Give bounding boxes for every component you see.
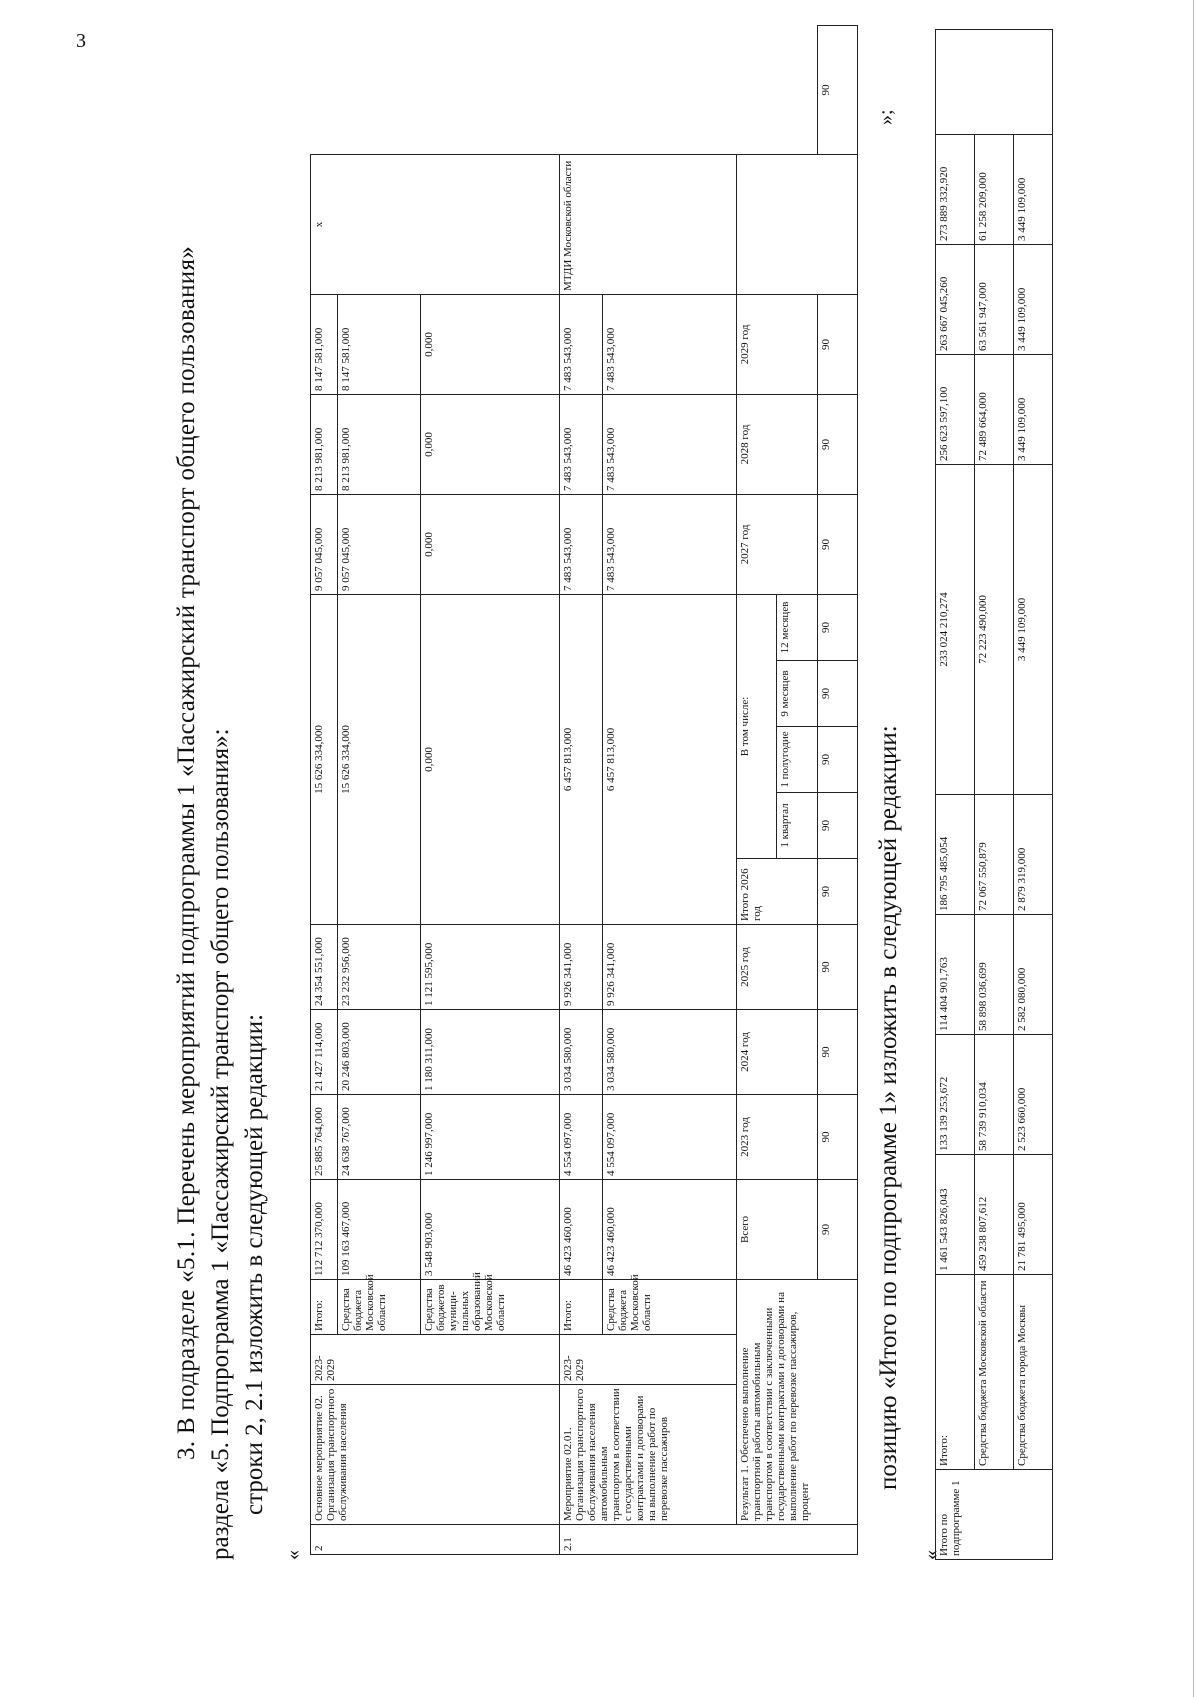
cell-2027: 9 057 045,000 bbox=[337, 494, 420, 594]
cell-2024: 3 034 580,000 bbox=[603, 1010, 737, 1095]
empty-cell bbox=[737, 154, 858, 294]
period: 2023-2029 bbox=[311, 1335, 560, 1385]
header-q1: 1 квартал bbox=[777, 793, 817, 859]
cell-2028: 8 213 981,000 bbox=[337, 394, 420, 494]
header-2023: 2023 год bbox=[737, 1095, 817, 1180]
cell-2027: 7 483 543,000 bbox=[603, 494, 737, 594]
source-label: Средства бюджета Московской области bbox=[603, 1280, 737, 1335]
heading-line-3: строки 2, 2.1 изложить в следующей редакции: bbox=[241, 1013, 268, 1515]
header-2025: 2025 год bbox=[737, 925, 817, 1010]
header-9m: 9 месяцев bbox=[777, 661, 817, 727]
result-value: 90 bbox=[817, 661, 857, 727]
cell-2029: 7 483 543,000 bbox=[560, 294, 603, 394]
source-label: Средства бюджета Московской области bbox=[975, 1275, 1014, 1470]
empty-cell bbox=[936, 30, 1053, 135]
heading-line-1: 3. В подразделе «5.1. Перечень мероприятий подпрограммы 1 «Пассажирский транспорт общего пользования» bbox=[173, 245, 200, 1460]
cell-2025: 9 926 341,000 bbox=[560, 925, 603, 1010]
source-label: Итого: bbox=[560, 1280, 603, 1335]
header-2026: Итого 2026 год bbox=[737, 859, 817, 925]
executor: МТДИ Московской области bbox=[560, 154, 737, 294]
result-value: 90 bbox=[817, 859, 857, 925]
cell-total: 112 712 370,000 bbox=[311, 1180, 338, 1280]
header-2024: 2024 год bbox=[737, 1010, 817, 1095]
cell-2023: 24 638 767,000 bbox=[337, 1095, 420, 1180]
result-value: 90 bbox=[817, 1010, 857, 1095]
result-name: Результат 1. Обеспечено выполнение транспортной работы автомобильным транспортом в соответствии с заключенными государственными контрактами и договорами на выполнение работ по перевозке пассажиров, процент bbox=[737, 1280, 858, 1525]
table-row bbox=[936, 30, 975, 1560]
cell-total: 109 163 467,000 bbox=[337, 1180, 420, 1280]
open-quote: « bbox=[282, 1550, 304, 1560]
row-number: 2 bbox=[311, 1525, 560, 1555]
cell-2023: 1 246 997,000 bbox=[420, 1095, 559, 1180]
cell-2023: 4 554 097,000 bbox=[603, 1095, 737, 1180]
cell-2028: 3 449 109,000 bbox=[1014, 245, 1053, 355]
cell-2024: 2 582 080,000 bbox=[1014, 915, 1053, 1035]
cell-2024: 21 427 114,000 bbox=[311, 1010, 338, 1095]
cell-2024: 58 898 036,699 bbox=[975, 915, 1014, 1035]
table-row bbox=[311, 26, 338, 1555]
rotated-page-content bbox=[20, 30, 1120, 1670]
cell-2024: 3 034 580,000 bbox=[560, 1010, 603, 1095]
cell-2025: 2 879 319,000 bbox=[1014, 795, 1053, 915]
executor: х bbox=[311, 154, 560, 294]
cell-2026: 15 626 334,000 bbox=[337, 594, 420, 924]
cell-2026: 6 457 813,000 bbox=[603, 594, 737, 924]
cell-total: 21 781 495,000 bbox=[1014, 1155, 1053, 1275]
cell-2027: 9 057 045,000 bbox=[311, 494, 338, 594]
result-value: 90 bbox=[817, 294, 857, 394]
cell-2029: 0,000 bbox=[420, 294, 559, 394]
header-total: Всего bbox=[737, 1180, 817, 1280]
period: 2023-2029 bbox=[560, 1335, 737, 1385]
result-value: 90 bbox=[817, 494, 857, 594]
source-label: Итого: bbox=[311, 1280, 338, 1335]
position-instruction: позицию «Итого по подпрограмме 1» изложить в следующей редакции: bbox=[875, 725, 902, 1490]
cell-2029: 61 258 209,000 bbox=[975, 135, 1014, 245]
cell-2023: 133 139 253,672 bbox=[936, 1035, 975, 1155]
cell-2026: 15 626 334,000 bbox=[311, 594, 338, 924]
table-row bbox=[1014, 30, 1053, 1560]
cell-2025: 72 067 550,879 bbox=[975, 795, 1014, 915]
cell-2028: 7 483 543,000 bbox=[560, 394, 603, 494]
cell-2026: 6 457 813,000 bbox=[560, 594, 603, 924]
activities-table bbox=[310, 25, 858, 1555]
cell-2026: 3 449 109,000 bbox=[1014, 465, 1053, 795]
close-quote: »; bbox=[875, 109, 897, 125]
cell-total: 1 461 543 826,043 bbox=[936, 1155, 975, 1275]
result-value: 90 bbox=[817, 793, 857, 859]
cell-2026: 0,000 bbox=[420, 594, 559, 924]
cell-2029: 8 147 581,000 bbox=[337, 294, 420, 394]
cell-total: 46 423 460,000 bbox=[603, 1180, 737, 1280]
result-value: 90 bbox=[817, 1095, 857, 1180]
cell-2029: 3 449 109,000 bbox=[1014, 135, 1053, 245]
section-heading bbox=[170, 160, 272, 1560]
cell-total: 3 548 903,000 bbox=[420, 1180, 559, 1280]
cell-2027: 7 483 543,000 bbox=[560, 494, 603, 594]
cell-2025: 186 795 485,054 bbox=[936, 795, 975, 915]
cell-2026: 233 024 210,274 bbox=[936, 465, 975, 795]
source-label: Средства бюджета города Москвы bbox=[1014, 1275, 1053, 1470]
cell-2029: 273 889 332,920 bbox=[936, 135, 975, 245]
cell-2028: 263 667 045,260 bbox=[936, 245, 975, 355]
total-label: Итого по подпрограмме 1 bbox=[936, 1470, 1053, 1560]
header-12m: 12 месяцев bbox=[777, 594, 817, 660]
result-value: 90 bbox=[817, 727, 857, 793]
cell-2027: 72 489 664,000 bbox=[975, 355, 1014, 465]
cell-2025: 23 232 956,000 bbox=[337, 925, 420, 1010]
activity-name: Основное мероприятие 02. Организация транспортного обслуживания населения bbox=[311, 1385, 560, 1525]
cell-2023: 2 523 660,000 bbox=[1014, 1035, 1053, 1155]
activity-name: Мероприятие 02.01. Организация транспортного обслуживания населения автомобильным транспортом в соответствии с государственными контрактами и договорами на выполнение работ по перевозке пассажиров bbox=[560, 1385, 737, 1525]
cell-total: 46 423 460,000 bbox=[560, 1180, 603, 1280]
cell-2024: 20 246 803,000 bbox=[337, 1010, 420, 1095]
cell-2028: 0,000 bbox=[420, 394, 559, 494]
cell-2029: 8 147 581,000 bbox=[311, 294, 338, 394]
cell-2028: 8 213 981,000 bbox=[311, 394, 338, 494]
page-number: 3 bbox=[76, 30, 86, 52]
source-label: Средства бюджета Московской области bbox=[337, 1280, 420, 1335]
result-value: 90 bbox=[817, 26, 857, 155]
source-label: Итого: bbox=[936, 1275, 975, 1470]
table-row bbox=[737, 26, 777, 1555]
cell-2023: 58 739 910,034 bbox=[975, 1035, 1014, 1155]
header-2029: 2029 год bbox=[737, 294, 817, 394]
cell-2027: 3 449 109,000 bbox=[1014, 355, 1053, 465]
subprogram-total-table bbox=[935, 29, 1053, 1560]
table-row bbox=[975, 30, 1014, 1560]
cell-2024: 114 404 901,763 bbox=[936, 915, 975, 1035]
table-row bbox=[560, 26, 603, 1555]
cell-2025: 1 121 595,000 bbox=[420, 925, 559, 1010]
cell-2026: 72 223 490,000 bbox=[975, 465, 1014, 795]
cell-2023: 4 554 097,000 bbox=[560, 1095, 603, 1180]
header-2028: 2028 год bbox=[737, 394, 817, 494]
cell-2029: 7 483 543,000 bbox=[603, 294, 737, 394]
cell-2027: 0,000 bbox=[420, 494, 559, 594]
header-h1: 1 полугодие bbox=[777, 727, 817, 793]
source-label: Средства бюджетов муници-пальных образований Московской области bbox=[420, 1280, 559, 1335]
open-quote-2: « bbox=[920, 1550, 942, 1560]
heading-line-2: раздела «5. Подпрограмма 1 «Пассажирский транспорт общего пользования»: bbox=[207, 728, 234, 1560]
cell-2028: 7 483 543,000 bbox=[603, 394, 737, 494]
cell-2028: 63 561 947,000 bbox=[975, 245, 1014, 355]
cell-2024: 1 180 311,000 bbox=[420, 1010, 559, 1095]
cell-2025: 24 354 551,000 bbox=[311, 925, 338, 1010]
result-value: 90 bbox=[817, 925, 857, 1010]
cell-2027: 256 623 597,100 bbox=[936, 355, 975, 465]
cell-total: 459 238 807,612 bbox=[975, 1155, 1014, 1275]
result-value: 90 bbox=[817, 1180, 857, 1280]
header-2027: 2027 год bbox=[737, 494, 817, 594]
row-number: 2.1 bbox=[560, 1525, 858, 1555]
result-value: 90 bbox=[817, 394, 857, 494]
result-value: 90 bbox=[817, 594, 857, 660]
cell-2023: 25 885 764,000 bbox=[311, 1095, 338, 1180]
header-including: В том числе: bbox=[737, 594, 777, 858]
scan-edge-line bbox=[1193, 0, 1194, 1697]
cell-2025: 9 926 341,000 bbox=[603, 925, 737, 1010]
